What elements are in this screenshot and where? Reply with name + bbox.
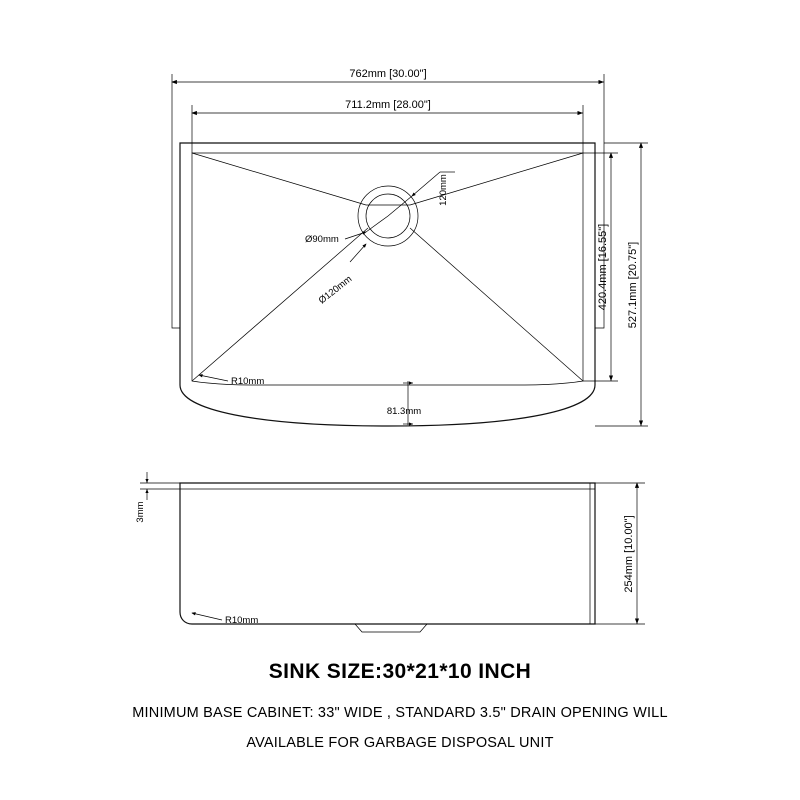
dim-front-height-label: 254mm [10.00"] [623,515,635,593]
caption-note-line-2: AVAILABLE FOR GARBAGE DISPOSAL UNIT [246,735,554,751]
dim-drain-hole-diameter [305,232,366,245]
dim-drain-boss-diameter [317,244,366,306]
dim-inner-depth-label: 420.4mm [16.55"] [597,223,609,311]
dim-drain-boss-diameter-label: Ø120mm [316,273,355,307]
dim-apron-curve-depth [387,381,421,425]
dim-wall-thickness-label: 3mm [135,501,146,523]
dim-drain-offset-label: 120mm [438,174,449,206]
dim-top-corner-radius [199,375,264,387]
dim-overall-depth-label: 527.1mm [20.75"] [627,241,639,329]
dim-overall-width-label: 762mm [30.00"] [349,68,427,80]
dim-inner-depth [583,153,618,381]
dim-inner-width-label: 711.2mm [28.00"] [345,99,431,111]
caption-note-line-1: MINIMUM BASE CABINET: 33" WIDE , STANDARD 3.5" DRAIN OPENING WILL [132,705,668,721]
caption-title: SINK SIZE:30*21*10 INCH [268,660,532,683]
dim-front-corner-radius-label: R10mm [225,615,259,626]
dim-apron-curve-depth-label: 81.3mm [386,406,422,417]
drain-opening [358,186,418,246]
dim-wall-thickness [135,472,180,523]
dim-front-height [595,483,645,624]
basin-slope-lines [192,153,583,381]
dim-drain-hole-diameter-label: Ø90mm [305,234,339,245]
dim-drain-offset [412,172,455,206]
front-view-outline [180,483,595,632]
dim-top-corner-radius-label: R10mm [231,376,265,387]
dim-inner-width [192,99,583,153]
